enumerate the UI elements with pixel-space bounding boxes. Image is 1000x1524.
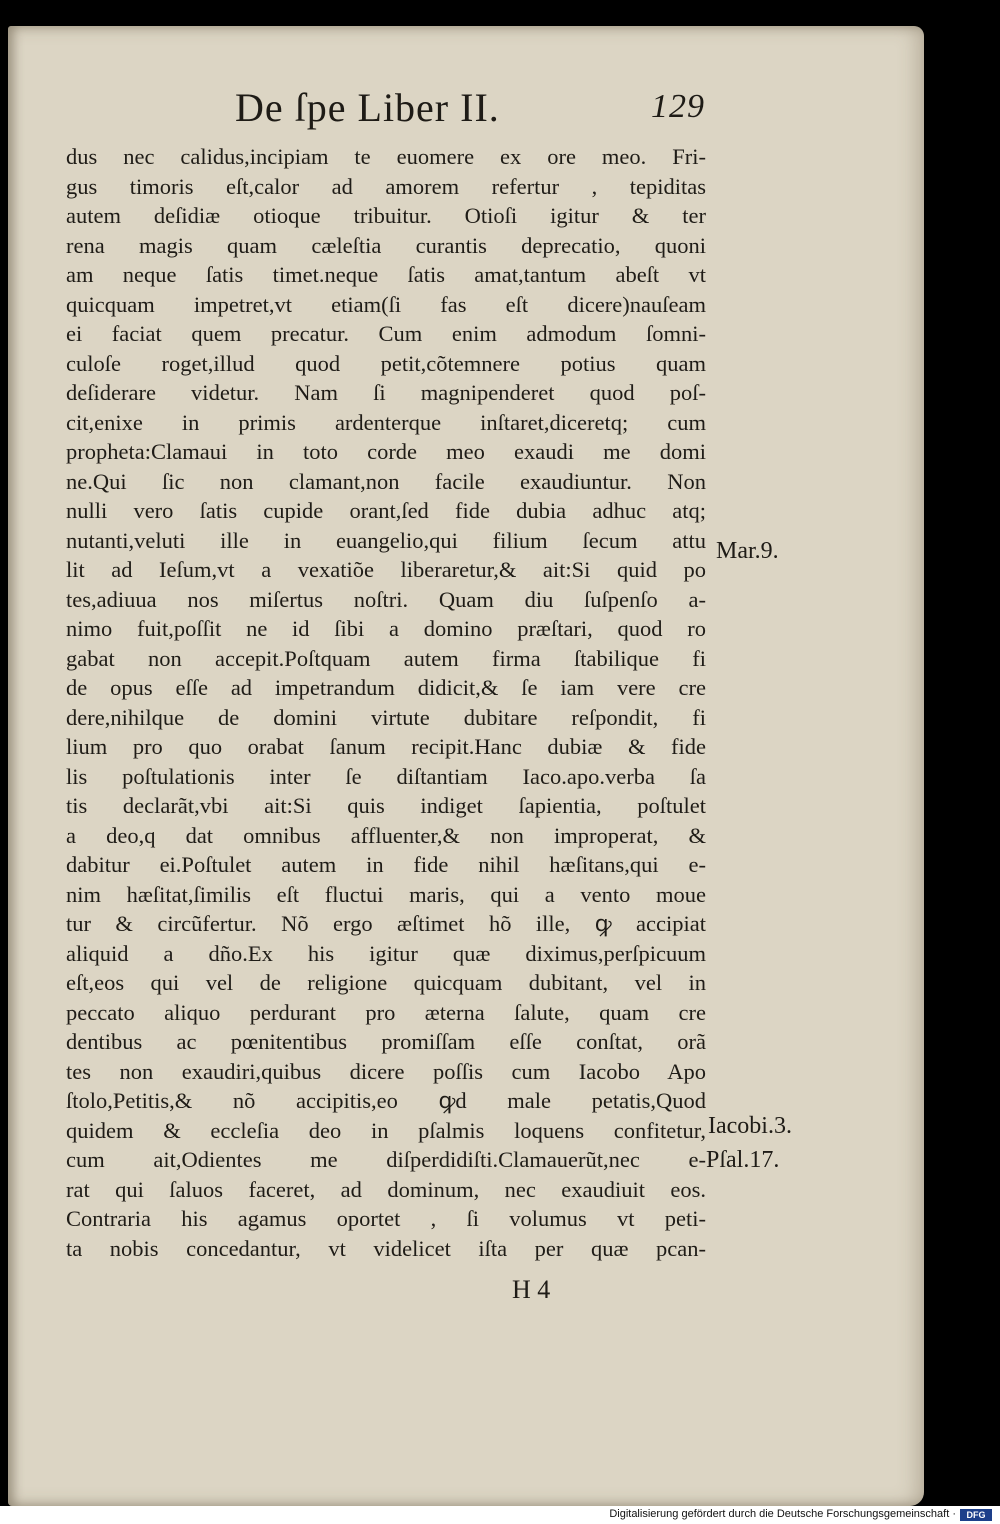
text-line: lium pro quo orabat ſanum recipit.Hanc dubiæ & fide xyxy=(66,734,706,759)
text-line: quicquam impetret,vt etiam(ſi fas eſt dicere)nauſeam xyxy=(66,291,706,317)
text-line: tis declarãt,vbi ait:Si quis indiget ſapientia, poſtulet xyxy=(66,793,706,818)
text-line: nutanti,veluti ille in euangelio,qui filium ſecum attu xyxy=(66,527,706,553)
text-line: tes non exaudiri,quibus dicere poſſis cum Iacobo Apo xyxy=(66,1058,706,1084)
folio-number: 129 xyxy=(651,88,705,125)
running-title: De ſpe Liber II. xyxy=(235,85,500,130)
text-line: nim hæſitat,ſimilis eſt fluctui maris, qui a vento moue xyxy=(66,881,706,907)
digitization-footer xyxy=(0,1506,1000,1524)
text-line: rat qui ſaluos faceret, ad dominum, nec exaudiuit eos. xyxy=(66,1176,706,1202)
text-line: nimo fuit,poſſit ne id ſibi a domino præſtari, quod ro xyxy=(66,616,706,641)
margin-note-mar: Mar.9. xyxy=(716,538,779,564)
text-line: tes,adiuua nos miſertus noſtri. Quam diu ſuſpenſo a- xyxy=(66,586,706,612)
text-line: deſiderare videtur. Nam ſi magnipenderet quod poſ- xyxy=(66,380,706,405)
margin-note-psal: Pſal.17. xyxy=(706,1147,780,1173)
text-line: dere,nihilque de domini virtute dubitare reſpondit, fi xyxy=(66,704,706,730)
running-head xyxy=(235,84,715,134)
dfg-logo: DFG xyxy=(960,1509,992,1521)
text-line: peccato aliquo perdurant pro æterna ſalute, quam cre xyxy=(66,999,706,1025)
text-line: gabat non accepit.Poſtquam autem firma ſtabilique fi xyxy=(66,645,706,671)
text-line: eſt,eos qui vel de religione quicquam dubitant, vel in xyxy=(66,970,706,995)
text-line: quidem & eccleſia deo in pſalmis loquens confitetur, xyxy=(66,1117,706,1143)
text-block xyxy=(66,142,706,1263)
text-line: de opus eſſe ad impetrandum didicit,& ſe iam vere cre xyxy=(66,675,706,700)
text-line: a deo,q dat omnibus affluenter,& non improperat, & xyxy=(66,822,706,848)
text-line: autem deſidiæ otioque tribuitur. Otioſi igitur & ter xyxy=(66,203,706,228)
text-line: lis poſtulationis inter ſe diſtantiam Iaco.apo.verba ſa xyxy=(66,763,706,789)
text-line: dabitur ei.Poſtulet autem in fide nihil hæſitans,qui e- xyxy=(66,852,706,877)
text-line: dus nec calidus,incipiam te euomere ex ore meo. Fri- xyxy=(66,144,706,169)
footer-credit: Digitalisierung gefördert durch die Deutsche Forschungsgemeinschaft · xyxy=(609,1508,956,1520)
text-line: ta nobis concedantur, vt videlicet iſta per quæ pcan- xyxy=(66,1235,706,1261)
text-line: dentibus ac pœnitentibus promiſſam eſſe conſtat, orã xyxy=(66,1029,706,1054)
text-line: tur & circũfertur. Nõ ergo æſtimet hõ ille, ꝙ accipiat xyxy=(66,911,706,936)
text-line: rena magis quam cæleſtia curantis deprecatio, quoni xyxy=(66,232,706,258)
text-line: nulli vero ſatis cupide orant,ſed fide dubia adhuc atq; xyxy=(66,498,706,523)
text-line: gus timoris eſt,calor ad amorem refertur , tepiditas xyxy=(66,173,706,199)
text-line: cum ait,Odientes me diſperdidiſti.Clamauerũt,nec e- xyxy=(66,1147,706,1172)
text-line: ei faciat quem precatur. Cum enim admodum ſomni- xyxy=(66,321,706,346)
catchword-signature: H 4 xyxy=(512,1275,551,1304)
text-line: culoſe roget,illud quod petit,cõtemnere potius quam xyxy=(66,350,706,376)
margin-note-iacobi: Iacobi.3. xyxy=(708,1113,792,1139)
text-line: propheta:Clamaui in toto corde meo exaudi me domi xyxy=(66,439,706,464)
text-line: Contraria his agamus oportet , ſi volumus vt peti- xyxy=(66,1206,706,1231)
text-line: aliquid a dño.Ex his igitur quæ diximus,perſpicuum xyxy=(66,940,706,966)
text-line: lit ad Ieſum,vt a vexatiõe liberaretur,& ait:Si quid po xyxy=(66,557,706,582)
text-line: ſtolo,Petitis,& nõ accipitis,eo ꝙd male petatis,Quod xyxy=(66,1088,706,1113)
text-line: ne.Qui ſic non clamant,non facile exaudiuntur. Non xyxy=(66,468,706,494)
text-line: cit,enixe in primis ardenterque inſtaret,diceretq; cum xyxy=(66,409,706,435)
text-line: am neque ſatis timet.neque ſatis amat,tantum abeſt vt xyxy=(66,262,706,287)
